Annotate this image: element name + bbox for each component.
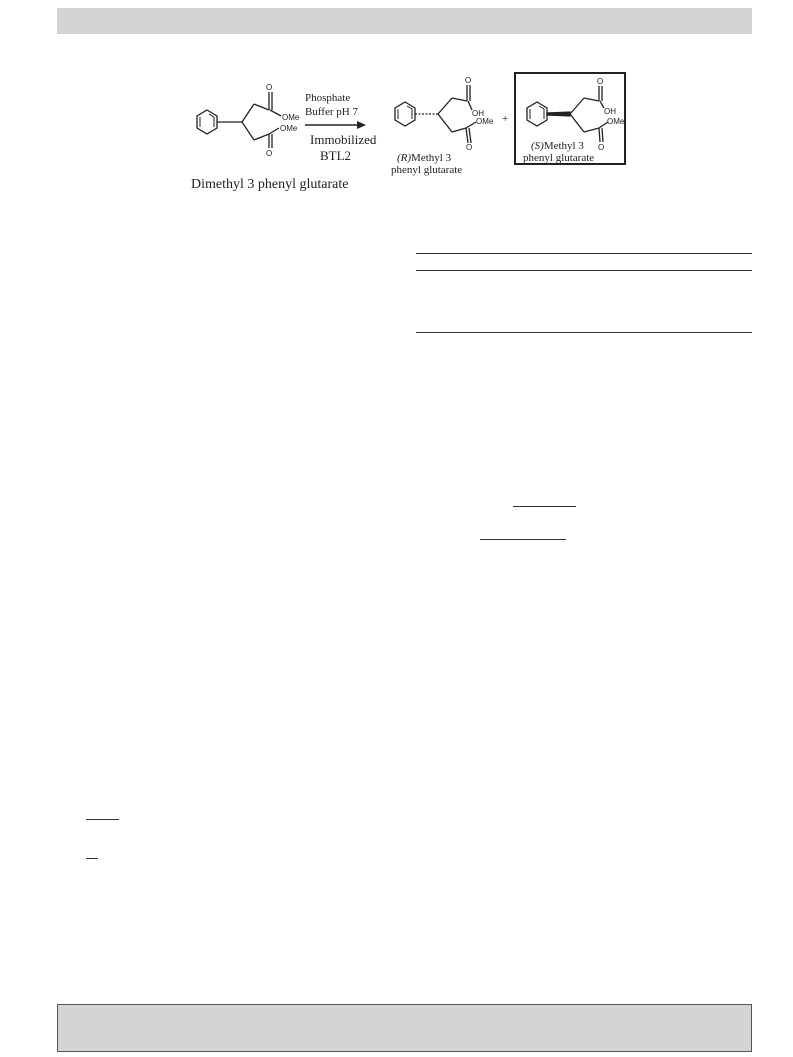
reaction-scheme <box>0 0 793 200</box>
product-r-oh: OH <box>472 109 484 118</box>
product-r-co-lower <box>466 128 468 143</box>
fraction-bar-1 <box>513 506 576 507</box>
fraction-bar-2 <box>480 539 566 540</box>
reactant-bond-down-1 <box>242 122 254 140</box>
product-r-bond-ome <box>466 122 476 128</box>
reaction-arrow <box>305 121 366 129</box>
reactant-name: Dimethyl 3 phenyl glutarate <box>191 177 349 192</box>
reactant-structure <box>197 92 281 148</box>
product-s-ome: OMe <box>607 117 625 126</box>
product-s-stereo-label: (S) <box>531 140 544 152</box>
reactant-ring-inner-bonds <box>209 114 214 127</box>
product-r-name-rest: Methyl 3 <box>411 152 452 164</box>
product-s-co-lower <box>599 128 600 142</box>
product-s-oh: OH <box>604 107 616 116</box>
product-s-bond-up-2 <box>584 98 599 101</box>
reactant-bond-up-1 <box>242 104 254 122</box>
product-r-co-lower-2 <box>469 128 471 143</box>
product-r-name-line-1 <box>397 152 452 164</box>
reactant-bond-down-2 <box>254 134 269 140</box>
product-r-stereo-label: (R) <box>397 152 412 164</box>
reactant-ome-upper: OMe <box>282 113 300 122</box>
reactant-o-upper: O <box>266 83 273 92</box>
catalyst-line-2: BTL2 <box>320 148 352 163</box>
product-r-structure <box>395 85 476 143</box>
product-s-name-line-1 <box>531 140 584 152</box>
reagent-line-2: Buffer pH 7 <box>305 106 358 118</box>
footnote-rule-1 <box>86 819 119 820</box>
table-top-rule <box>416 253 752 254</box>
catalyst-line-1: Immobilized <box>310 132 377 147</box>
product-r-bond-up-1 <box>438 98 452 114</box>
product-s-name-line-2: phenyl glutarate <box>523 152 595 164</box>
product-s-bond-down-1 <box>570 114 584 132</box>
product-s-ring-inner <box>539 106 544 119</box>
product-s-bond-down-2 <box>584 128 599 132</box>
plus-sign: + <box>502 113 509 125</box>
table-bottom-rule <box>416 332 752 333</box>
product-r-bond-up-2 <box>452 98 467 101</box>
product-s-structure <box>527 86 608 142</box>
reactant-bond-ome-lower <box>269 128 279 134</box>
reactant-o-lower: O <box>266 149 273 158</box>
footnote-rule-2 <box>86 858 98 859</box>
product-r-ring-inner <box>407 106 412 119</box>
reagent-line-1: Phosphate <box>305 92 351 104</box>
product-s-bond-up-1 <box>570 98 584 114</box>
product-s-o-upper: O <box>597 77 604 86</box>
product-s-o-lower: O <box>598 143 605 152</box>
reactant-bond-up-2 <box>254 104 269 110</box>
product-r-o-lower: O <box>466 143 473 152</box>
product-s-wedge-bond <box>547 112 570 116</box>
product-r-bond-down-2 <box>452 128 466 132</box>
footer-band <box>57 1004 752 1052</box>
product-r-name-line-2: phenyl glutarate <box>391 164 463 176</box>
product-s-name-rest: Methyl 3 <box>543 140 584 152</box>
reactant-bond-ome-upper <box>270 110 281 116</box>
product-r-o-upper: O <box>465 76 472 85</box>
reactant-ome-lower: OMe <box>280 124 298 133</box>
product-s-co-lower-2 <box>602 128 603 142</box>
product-r-bond-down-1 <box>438 114 452 132</box>
product-r-ome: OMe <box>476 117 494 126</box>
table-header-rule <box>416 270 752 271</box>
